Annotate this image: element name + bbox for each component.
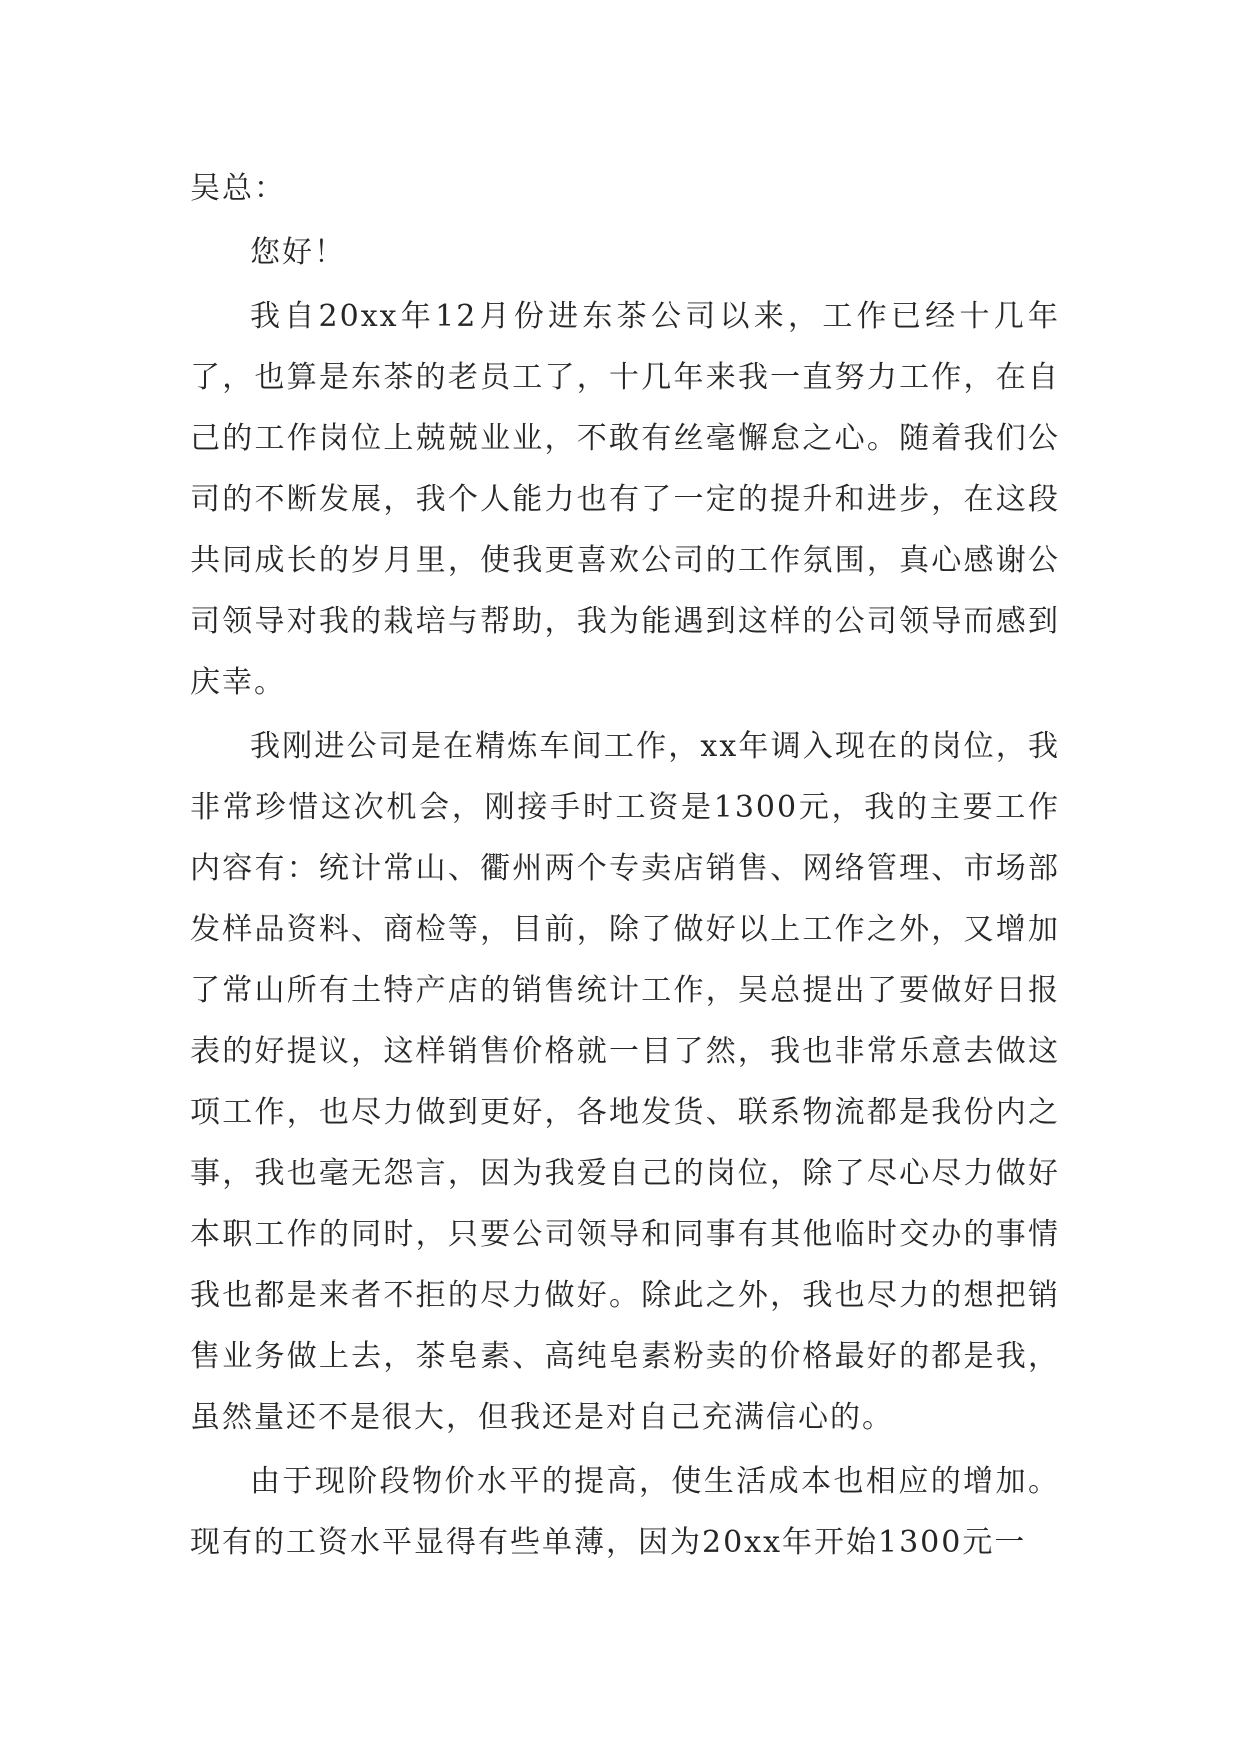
paragraph-1: 我自20xx年12月份进东茶公司以来，工作已经十几年了，也算是东茶的老员工了，十几年来我一直努力工作，在自己的工作岗位上兢兢业业，不敢有丝毫懈怠之心。随着我们公司的不断发展，我个人能力也有了一定的提升和进步，在这段共同成长的岁月里，使我更喜欢公司的工作氛围，真心感谢公司领导对我的栽培与帮助，我为能遇到这样的公司领导而感到庆幸。 <box>190 299 1060 700</box>
paragraph-3: 由于现阶段物价水平的提高，使生活成本也相应的增加。现有的工资水平显得有些单薄，因为20xx年开始1300元一 <box>190 1464 1060 1560</box>
greeting: 您好！ <box>250 235 346 270</box>
paragraph-2: 我刚进公司是在精炼车间工作，xx年调入现在的岗位，我非常珍惜这次机会，刚接手时工资是1300元，我的主要工作内容有：统计常山、衢州两个专卖店销售、网络管理、市场部发样品资料、商检等，目前，除了做好以上工作之外，又增加了常山所有土特产店的销售统计工作，吴总提出了要做好日报表的好提议，这样销售价格就一目了然，我也非常乐意去做这项工作，也尽力做到更好，各地发货、联系物流都是我份内之事，我也毫无怨言，因为我爱自己的岗位，除了尽心尽力做好本职工作的同时，只要公司领导和同事有其他临时交办的事情我也都是来者不拒的尽力做好。除此之外，我也尽力的想把销售业务做上去，茶皂素、高纯皂素粉卖的价格最好的都是我，虽然量还不是很大，但我还是对自己充满信心的。 <box>190 729 1060 1435</box>
letter-body <box>190 158 1060 1573</box>
salutation: 吴总： <box>190 171 286 206</box>
